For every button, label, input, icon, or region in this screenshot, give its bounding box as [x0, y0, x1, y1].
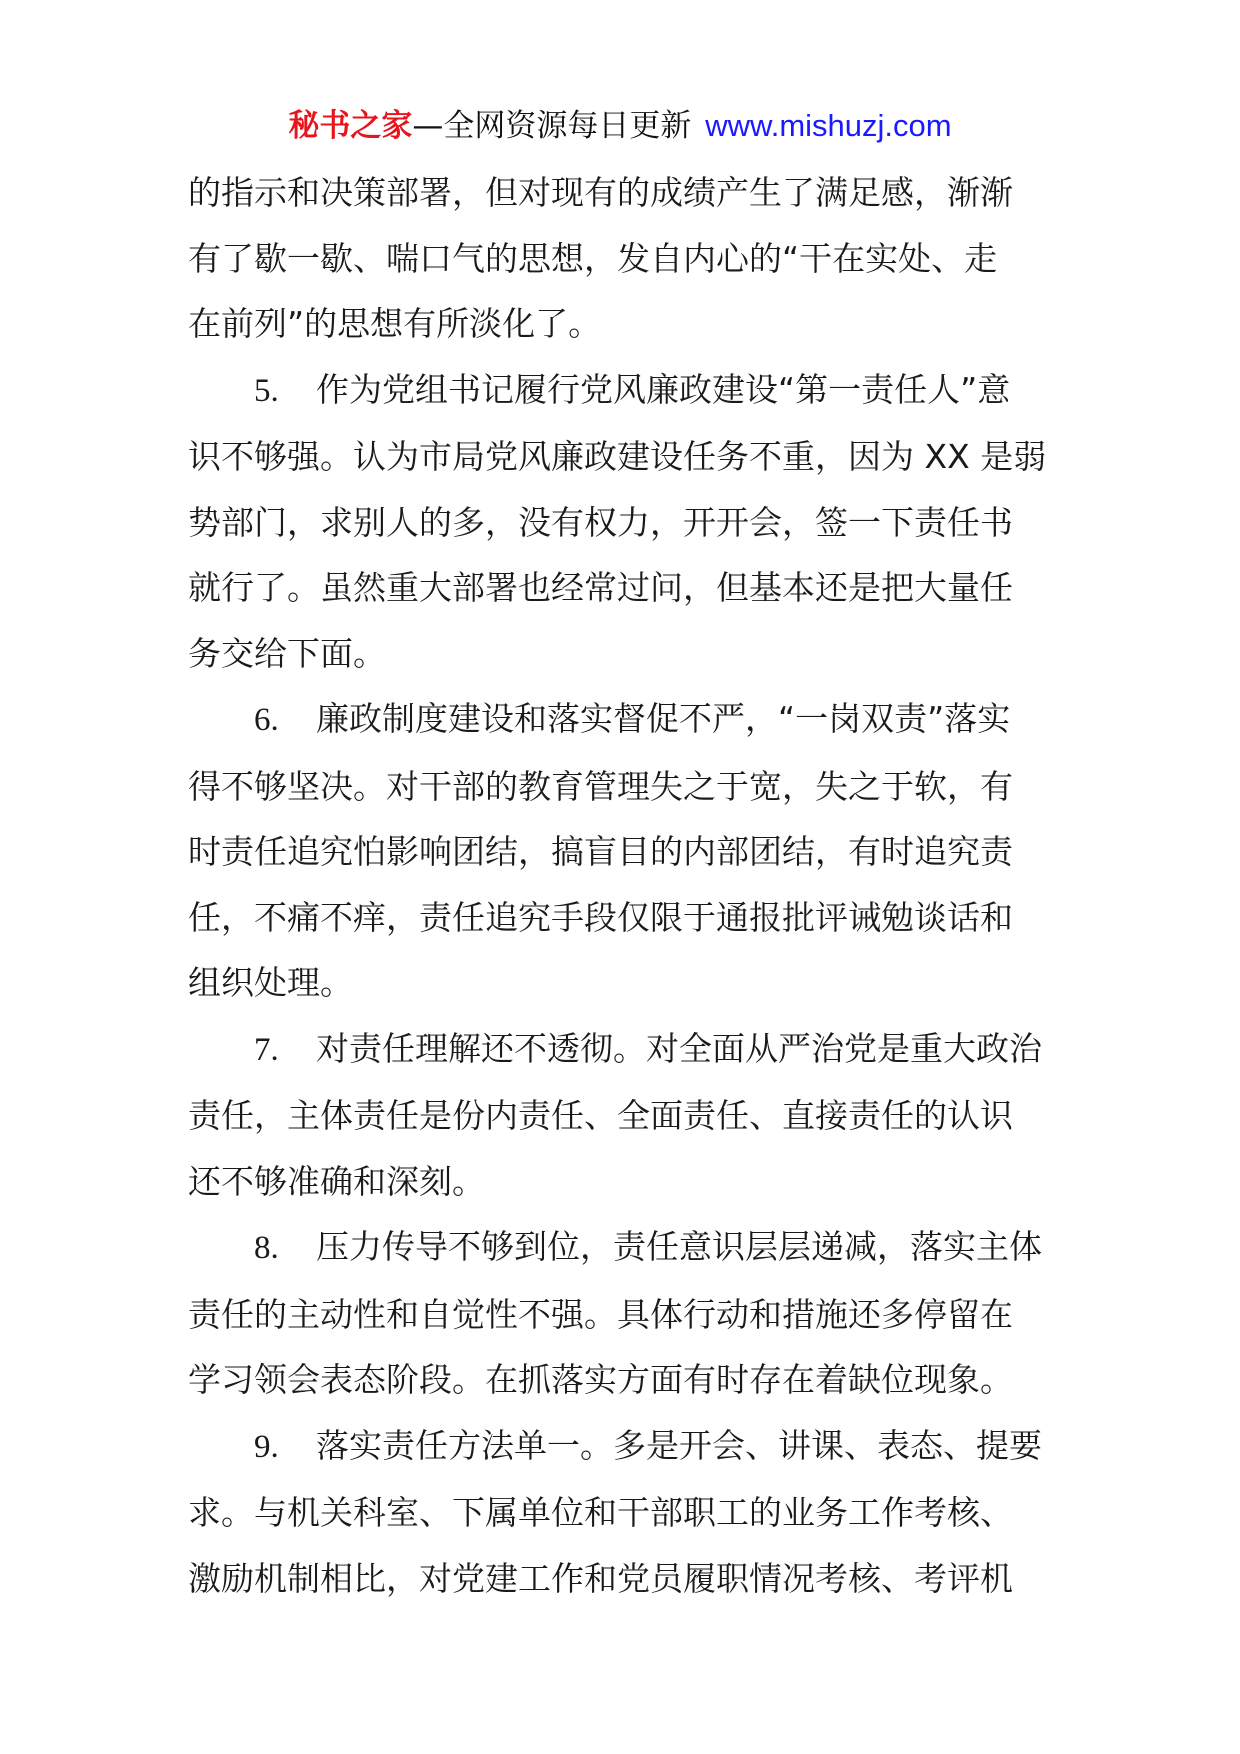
- document-body: [188, 160, 1060, 1611]
- text-line: 落实责任方法单一。多是开会、讲课、表态、提要: [316, 1425, 1042, 1465]
- paragraph-item-5: [188, 357, 1060, 687]
- text-line: 激励机制相比，对党建工作和党员履职情况考核、考评机: [188, 1558, 1013, 1598]
- paragraph-item-7: [188, 1016, 1060, 1215]
- site-brand: 秘书之家: [288, 108, 413, 144]
- text-line: 有了歇一歇、喘口气的思想，发自内心的“干在实处、走: [188, 238, 998, 278]
- item-number: 6.: [254, 702, 279, 738]
- item-number: 7.: [254, 1031, 279, 1068]
- paragraph-item-6: [188, 686, 1060, 1016]
- text-line-first: [188, 1413, 1060, 1481]
- text-line: 廉政制度建设和落实督促不严，“一岗双责”落实: [316, 699, 1011, 738]
- item-number: 5.: [254, 372, 279, 409]
- text-line-first: [188, 686, 1060, 754]
- text-line: 组织处理。: [188, 963, 353, 1002]
- text-line: 还不够准确和深刻。: [188, 1161, 485, 1201]
- text-line: 的指示和决策部署，但对现有的成绩产生了满足感，渐渐: [188, 173, 1013, 212]
- text-line: 对责任理解还不透彻。对全面从严治党是重大政治: [316, 1028, 1042, 1068]
- text-line: 势部门，求别人的多，没有权力，开开会，签一下责任书: [188, 502, 1013, 542]
- paragraph-continuation: [188, 160, 1060, 357]
- text-line: 责任，主体责任是份内责任、全面责任、直接责任的认识: [188, 1096, 1013, 1135]
- site-tagline: —全网资源每日更新: [412, 108, 692, 144]
- text-line: 识不够强。认为市局党风廉政建设任务不重，因为 XX 是弱: [188, 437, 1047, 476]
- text-line: 学习领会表态阶段。在抓落实方面有时存在着缺位现象。: [188, 1360, 1013, 1399]
- text-line-first: [188, 1214, 1060, 1282]
- site-url-link[interactable]: www.mishuzj.com: [705, 108, 952, 143]
- text-line-first: [188, 357, 1060, 425]
- text-line: 压力传导不够到位，责任意识层层递减，落实主体: [316, 1227, 1042, 1266]
- text-line: 责任的主动性和自觉性不强。具体行动和措施还多停留在: [188, 1294, 1013, 1334]
- text-line-first: [188, 1016, 1060, 1084]
- text-line: 时责任追究怕影响团结，搞盲目的内部团结，有时追究责: [188, 832, 1013, 871]
- item-number: 9.: [254, 1428, 279, 1465]
- text-line: 务交给下面。: [188, 633, 386, 673]
- document-header: [0, 106, 1240, 146]
- paragraph-item-9: [188, 1413, 1060, 1612]
- text-line: 得不够坚决。对干部的教育管理失之于宽，失之于软，有: [188, 766, 1013, 806]
- text-line: 在前列”的思想有所淡化了。: [188, 304, 602, 343]
- text-line: 任，不痛不痒，责任追究手段仅限于通报批评诫勉谈话和: [188, 897, 1013, 937]
- text-line: 就行了。虽然重大部署也经常过问，但基本还是把大量任: [188, 568, 1013, 607]
- text-line: 作为党组书记履行党风廉政建设“第一责任人”意: [316, 369, 1011, 409]
- text-line: 求。与机关科室、下属单位和干部职工的业务工作考核、: [188, 1493, 1013, 1532]
- paragraph-item-8: [188, 1214, 1060, 1413]
- item-number: 8.: [254, 1230, 279, 1266]
